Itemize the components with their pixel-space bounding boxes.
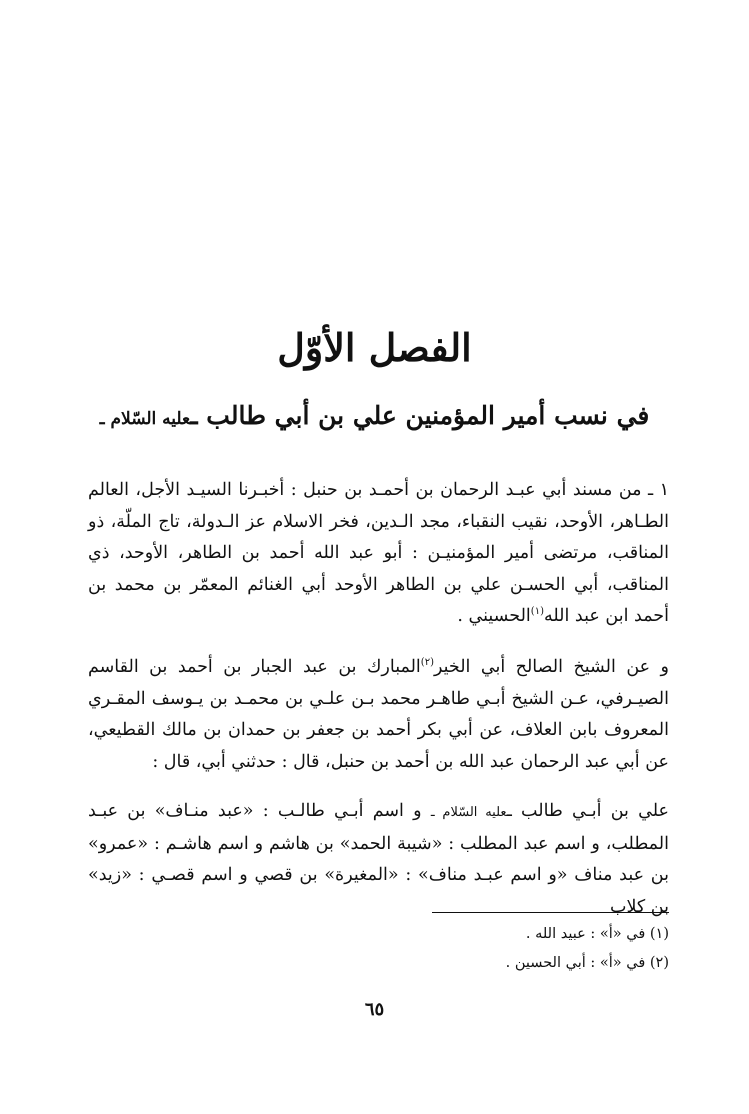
paragraph-2-text-b: المبارك بن عبد الجبار بن أحمد بن القاسم الصيـرفي، عـن الشيخ أبـي طاهـر محمد بـن علـي بن محمـد بن يـوسف المقـري المعروف بابن العلاف، عن أبي بكر أحمد بن جعفر بن حمدان بن مالك القطيعي، عن أبي عبد الرحمان عبد الله بن أحمد بن حنبل، قال : حدثني أبي، قال :	[88, 657, 669, 772]
paragraph-2-text-a: و عن الشيخ الصالح أبي الخير	[433, 657, 669, 677]
paragraph-1	[88, 475, 669, 633]
paragraph-3-text-b: و اسم أبـي طالـب : «عبد منـاف» بن عبـد المطلب، و اسم عبد المطلب : «شيبة الحمد» بن هاشم و اسم هاشـم : «عمرو» بن عبد مناف «و اسم عبـد مناف» : «المغيرة» بن قصي و اسم قصـي : «زيد» بن كلاب	[88, 801, 669, 917]
footnotes	[88, 920, 669, 978]
footnote-1: (١) في «أ» : عبيد الله .	[525, 926, 669, 942]
paragraph-1-text-b: الحسيني .	[457, 606, 531, 626]
paragraph-3	[88, 796, 669, 923]
chapter-subtitle	[90, 396, 659, 439]
paragraph-3-honorific: عليه السّلام ـ	[430, 805, 507, 820]
footnote-2: (٢) في «أ» : أبي الحسين .	[505, 955, 669, 971]
paragraph-3-text-a: علي بن أبـي طالب ـ	[506, 801, 669, 821]
paragraph-1-text-a: ١ ـ من مسند أبي عبـد الرحمان بن أحمـد بن حنبل : أخبـرنا السيـد الأجل، العالم الطـاهر، الأوحد، نقيب النقباء، مجد الـدين، فخر الاسلام عز الـدولة، تاج الملّة، ذو المناقب، مرتضى أمير المؤمنيـن : أبو عبد الله أحمد بن الطاهر، الأوحد، ذي المناقب، أبي الحسـن علي بن الطاهر الأوحد أبي الغنائم المعمّر بن محمد بن أحمد ابن عبد الله	[88, 480, 669, 626]
subtitle-honorific: عليه السّلام ـ	[99, 409, 191, 429]
subtitle-main: في نسب أمير المؤمنين علي بن أبي طالب ـ	[190, 401, 650, 430]
footnote-divider	[432, 912, 669, 913]
page-number: ٦٥	[364, 999, 385, 1020]
footnote-ref-1: (١)	[530, 606, 544, 618]
paragraph-2	[88, 652, 669, 778]
chapter-title: الفصل الأوّل	[277, 325, 472, 370]
footnote-ref-2: (٢)	[420, 657, 434, 669]
